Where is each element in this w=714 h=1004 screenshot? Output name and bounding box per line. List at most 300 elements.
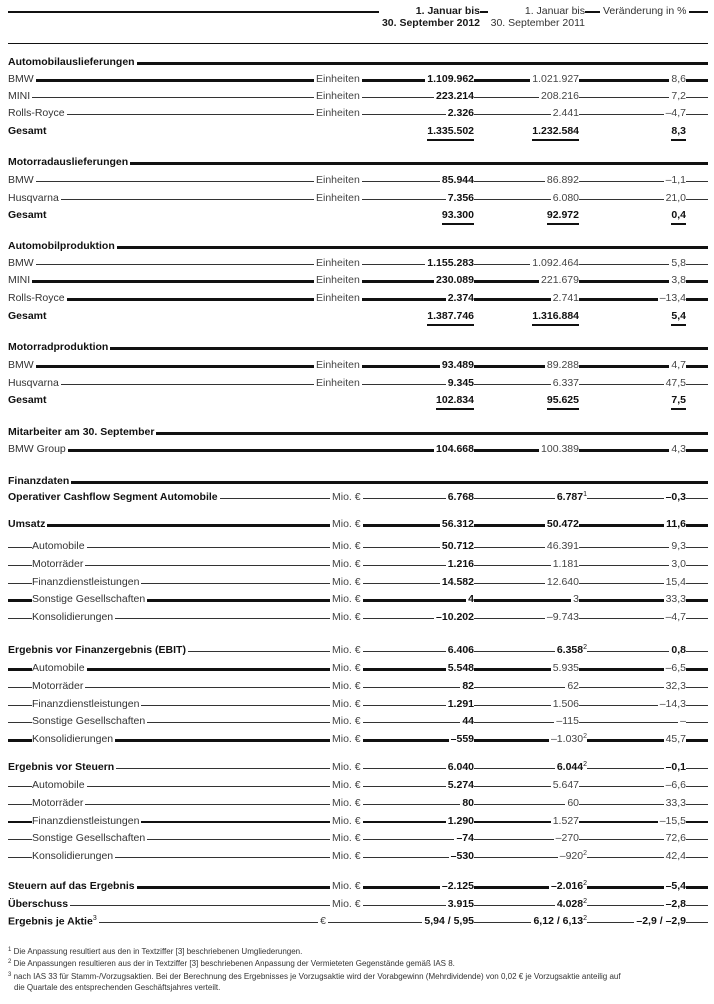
table-row	[8, 914, 708, 931]
value-change-text: 4,3	[671, 443, 686, 455]
unit-label: Einheiten	[316, 107, 360, 119]
value-2011	[551, 779, 579, 791]
value-2011	[530, 73, 579, 85]
value-2011	[531, 915, 587, 927]
value-change-text: 72,6	[665, 832, 686, 845]
value-2012-text: 3.915	[447, 898, 474, 910]
value-2011	[551, 698, 579, 710]
table-row	[8, 89, 708, 106]
row-label	[32, 733, 115, 745]
table-row	[8, 897, 708, 914]
row-label-text: Gesamt	[8, 394, 47, 406]
value-2012	[422, 915, 474, 927]
footnotes	[8, 945, 708, 993]
row-label	[32, 698, 141, 710]
value-2012	[446, 491, 474, 503]
value-change-text: –6,6	[665, 779, 686, 791]
value-change-text: 3,0	[671, 557, 686, 570]
value-change	[634, 915, 686, 927]
value-2011-underlined: 1.232.584	[532, 125, 579, 141]
value-change-text: –1,1	[665, 174, 686, 186]
row-label	[8, 491, 220, 503]
table-row	[8, 661, 708, 678]
value-change	[669, 125, 686, 141]
section-title: Automobilauslieferungen	[8, 56, 135, 68]
leader-line	[8, 449, 708, 452]
table-row	[8, 517, 708, 534]
value-change-text: 45,7	[665, 733, 686, 746]
value-2011-text: –2.016	[550, 880, 584, 892]
unit-label: Mio. €	[332, 611, 361, 624]
value-change	[664, 880, 686, 892]
row-label-text: Husqvarna	[8, 377, 59, 389]
row-label	[32, 611, 115, 623]
row-label-text: Konsolidierungen	[32, 733, 114, 746]
row-label-text: MINI	[8, 274, 31, 286]
table-row	[8, 106, 708, 123]
row-label-text: Operativer Cashflow Segment Automobile	[8, 491, 218, 503]
value-change-underlined: 8,3	[671, 125, 686, 141]
value-change	[664, 491, 686, 503]
value-change	[664, 576, 686, 588]
value-2012-text: 104.668	[436, 443, 474, 455]
row-label-text: BMW	[8, 257, 34, 269]
value-2012-text: 7.356	[447, 192, 474, 204]
value-2011	[551, 662, 579, 674]
value-change	[669, 540, 686, 552]
value-2011-text: 1.021.927	[532, 73, 579, 85]
row-label	[8, 377, 61, 389]
value-2011-text: 2.741	[552, 292, 579, 304]
value-2011-text: 1.181	[552, 557, 579, 570]
value-change	[669, 257, 686, 269]
unit-label: Mio. €	[332, 540, 361, 552]
value-2012	[449, 733, 474, 745]
row-label-text: Automobile	[32, 662, 85, 674]
value-2012-text: 44	[462, 715, 474, 728]
value-change	[664, 377, 686, 389]
value-change	[664, 779, 686, 791]
value-2011	[551, 292, 579, 304]
value-2011-text: 4.028	[556, 898, 584, 910]
row-label-text: BMW Group	[8, 443, 66, 455]
value-2012-text: 1.109.962	[427, 73, 474, 85]
row-label	[8, 125, 49, 137]
total-row	[8, 393, 708, 410]
value-2011-text: 1.527	[552, 814, 579, 827]
value-2011	[551, 815, 579, 827]
unit-label: Mio. €	[332, 880, 361, 892]
table-row	[8, 358, 708, 375]
unit-label: Einheiten	[316, 377, 360, 389]
unit-label: Mio. €	[332, 662, 361, 674]
section-title: Finanzdaten	[8, 475, 70, 487]
value-2011	[530, 125, 579, 141]
value-2012-text: –10.202	[436, 611, 474, 624]
value-change-text: –2,8	[665, 898, 686, 910]
value-change	[669, 443, 686, 455]
row-label	[32, 540, 87, 552]
value-change-text: –4,7	[665, 611, 686, 624]
value-change-text: –	[680, 715, 686, 728]
value-change	[664, 518, 686, 530]
row-label-text: MINI	[8, 90, 31, 102]
value-change-underlined: 5,4	[671, 310, 686, 326]
value-2012	[440, 174, 474, 186]
value-2012	[440, 880, 474, 892]
value-2011	[545, 518, 579, 530]
value-2011-text: 86.892	[546, 174, 579, 186]
value-change-text: 5,8	[671, 257, 686, 269]
header-rule	[8, 43, 708, 44]
value-change	[664, 192, 686, 204]
unit-label: €	[320, 915, 326, 927]
value-2012	[425, 257, 474, 269]
value-change	[669, 310, 686, 326]
row-label-text: BMW	[8, 174, 34, 186]
row-label-text: Automobile	[32, 540, 85, 552]
value-change	[664, 733, 686, 745]
value-2011-underlined: 95.625	[547, 394, 579, 410]
value-2012	[425, 73, 474, 85]
row-label-text: BMW	[8, 73, 34, 85]
value-2012	[460, 680, 474, 692]
value-2012	[446, 662, 474, 674]
value-2011	[555, 644, 587, 656]
row-label-text: Steuern auf das Ergebnis	[8, 880, 135, 892]
value-2011	[545, 394, 579, 410]
unit-label: Mio. €	[332, 898, 361, 910]
row-label-text: Ergebnis vor Finanzergebnis (EBIT)	[8, 644, 186, 656]
footnote-ref: 2	[583, 880, 587, 887]
value-change	[669, 274, 686, 286]
row-label-text: Sonstige Gesellschaften	[32, 832, 146, 845]
footnote-ref: 2	[583, 850, 587, 858]
table-row	[8, 490, 708, 507]
value-2012-underlined: 93.300	[442, 209, 474, 225]
section-title: Automobilproduktion	[8, 240, 115, 252]
table-row	[8, 442, 708, 459]
table-row	[8, 732, 708, 749]
row-label	[32, 558, 85, 570]
value-2011	[555, 761, 587, 773]
value-2011-text: 6.080	[552, 192, 579, 204]
row-label-text: Konsolidierungen	[32, 611, 114, 624]
table-row	[8, 714, 708, 731]
row-label-text: Rolls-Royce	[8, 292, 65, 304]
value-change-text: 7,2	[671, 90, 686, 102]
value-2011	[539, 274, 579, 286]
value-2011-text: –920	[559, 850, 584, 863]
value-change-text: 33,3	[665, 593, 686, 606]
unit-label: Mio. €	[332, 715, 361, 728]
value-2011	[549, 880, 587, 892]
value-2011	[558, 850, 587, 862]
value-2011	[571, 593, 579, 605]
row-label-text: Motorräder	[32, 796, 84, 809]
table-row	[8, 592, 708, 609]
unit-label: Einheiten	[316, 274, 360, 286]
value-2012	[434, 611, 474, 623]
value-2011	[551, 192, 579, 204]
table-row	[8, 849, 708, 866]
unit-label: Mio. €	[332, 779, 361, 791]
row-label-text: Gesamt	[8, 125, 47, 137]
row-label-text: Konsolidierungen	[32, 850, 114, 863]
value-2012	[446, 644, 474, 656]
value-2012-text: 9.345	[447, 377, 474, 389]
value-2012	[434, 274, 474, 286]
value-2012-text: 1.291	[447, 697, 474, 710]
value-2012	[440, 576, 474, 588]
row-label-text: Finanzdienstleistungen	[32, 697, 140, 710]
value-2012	[446, 815, 474, 827]
row-label-text: Sonstige Gesellschaften	[32, 715, 146, 728]
unit-label: Mio. €	[332, 814, 361, 827]
value-change-text: 32,3	[665, 679, 686, 692]
unit-label: Mio. €	[332, 518, 361, 530]
value-2011	[545, 540, 579, 552]
value-2011	[545, 576, 579, 588]
table-row	[8, 760, 708, 777]
table-row	[8, 191, 708, 208]
table-row	[8, 575, 708, 592]
value-change-text: –0,3	[665, 491, 686, 503]
value-2012-text: 93.489	[441, 359, 474, 371]
section-heading	[8, 55, 708, 72]
value-change-text: –13,4	[659, 292, 686, 304]
value-change-text: –5,4	[665, 880, 686, 892]
value-2012	[466, 593, 474, 605]
value-2012	[434, 90, 474, 102]
footnote-ref: 1	[583, 491, 587, 498]
value-2012-text: –2.125	[441, 880, 474, 892]
value-change	[669, 359, 686, 371]
value-change	[664, 898, 686, 910]
value-2012-text: 5,94 / 5,95	[424, 915, 474, 927]
unit-label: Mio. €	[332, 593, 361, 606]
value-2011	[549, 733, 587, 745]
value-2011-text: 5.935	[552, 662, 579, 674]
value-2011-text: 6.787	[556, 491, 584, 503]
value-2011	[545, 174, 579, 186]
value-change-text: 0,8	[671, 644, 686, 656]
value-2011-text: 60	[567, 796, 579, 809]
value-2011	[551, 377, 579, 389]
row-label-text: Husqvarna	[8, 192, 59, 204]
table-row	[8, 256, 708, 273]
row-label	[8, 174, 36, 186]
value-2011-underlined: 1.316.884	[532, 310, 579, 326]
value-change	[669, 209, 686, 225]
total-row	[8, 124, 708, 141]
row-label	[8, 192, 61, 204]
unit-label: Mio. €	[332, 832, 361, 845]
row-label-text: Gesamt	[8, 209, 47, 221]
value-2012	[446, 698, 474, 710]
value-2012	[446, 192, 474, 204]
value-change-text: 8,6	[671, 73, 686, 85]
value-2012-text: 82	[462, 679, 474, 692]
footnote-ref: 2	[583, 733, 587, 741]
row-label	[32, 832, 147, 844]
row-label	[8, 310, 49, 322]
row-label	[8, 292, 67, 304]
unit-label: Mio. €	[332, 697, 361, 710]
unit-label: Einheiten	[316, 359, 360, 371]
value-2011-text: 12.640	[546, 575, 579, 588]
value-2011	[555, 491, 587, 503]
section-rule	[8, 481, 708, 484]
value-2012	[425, 125, 474, 141]
row-label	[32, 815, 141, 827]
value-2011-text: 6,12 / 6,13	[533, 915, 584, 927]
value-change	[669, 644, 686, 656]
section-title: Mitarbeiter am 30. September	[8, 426, 155, 438]
value-2012-text: –559	[450, 733, 474, 746]
section-heading	[8, 425, 708, 442]
table-row	[8, 72, 708, 89]
value-change	[664, 850, 686, 862]
value-2012-text: 4	[468, 593, 474, 606]
value-2011	[565, 680, 579, 692]
row-label	[32, 779, 87, 791]
unit-label: Mio. €	[332, 679, 361, 692]
value-change-text: –0,1	[665, 761, 686, 773]
footnote-3: $^3$ nach IAS 33 für Stamm-/Vorzugsaktien. Bei der Berechnung des Ergebnisses je Vorzugsaktie wird der Vorabgewinn (Mehrdividende) von 0,02 € je Vorzugsaktie anteilig auf	[8, 971, 621, 981]
value-change	[669, 73, 686, 85]
value-2011-text: 62	[567, 679, 579, 692]
row-label-text: Gesamt	[8, 310, 47, 322]
table-row	[8, 643, 708, 660]
col-header-2012: 1. Januar bis 30. September 2012	[379, 5, 480, 29]
value-2011-text: 5.647	[552, 779, 579, 791]
row-label-text: Automobile	[32, 779, 85, 791]
value-change	[664, 593, 686, 605]
value-2012-text: 56.312	[441, 518, 474, 530]
value-2012	[446, 761, 474, 773]
value-2012-text: –530	[450, 850, 474, 863]
table-row	[8, 273, 708, 290]
value-2011-text: 6.358	[556, 644, 584, 656]
unit-label: Mio. €	[332, 557, 361, 570]
footnote-2: $^2$ Die Anpassungen resultieren aus der in Textziffer [3] beschriebenen Anpassung der Vermieteten Gegenstände gemäß IAS 8.	[8, 959, 455, 969]
row-label-text: Finanzdienstleistungen	[32, 814, 140, 827]
value-2011-text: 221.679	[541, 274, 579, 286]
value-change-text: –6,5	[665, 662, 686, 674]
value-2011-text: 1.092.464	[532, 257, 579, 269]
value-2012	[434, 394, 474, 410]
table-row	[8, 831, 708, 848]
unit-label: Einheiten	[316, 257, 360, 269]
table-row	[8, 291, 708, 308]
row-label	[8, 359, 36, 371]
unit-label: Einheiten	[316, 73, 360, 85]
value-change-underlined: 7,5	[671, 394, 686, 410]
footnote-ref: 3	[92, 915, 97, 922]
row-label-text: Umsatz	[8, 518, 46, 530]
col-header-2011: 1. Januar bis 30. September 2011	[488, 5, 585, 29]
total-row	[8, 208, 708, 225]
section-heading	[8, 340, 708, 357]
table-row	[8, 814, 708, 831]
value-2012-text: 1.290	[447, 814, 474, 827]
row-label	[8, 73, 36, 85]
value-2012-underlined: 1.335.502	[427, 125, 474, 141]
value-2011-text: –1.030	[550, 733, 584, 746]
table-row	[8, 557, 708, 574]
footnote-3-cont: die Quartale des entsprechenden Geschäftsjahres verteilt.	[14, 982, 221, 992]
value-2012	[440, 359, 474, 371]
row-label	[8, 274, 32, 286]
value-2012-underlined: 102.834	[436, 394, 474, 410]
value-2012	[434, 443, 474, 455]
table-row	[8, 173, 708, 190]
footnote-ref: 2	[583, 761, 587, 768]
row-label	[32, 576, 141, 588]
value-2011	[565, 797, 579, 809]
total-row	[8, 309, 708, 326]
row-label	[32, 593, 147, 605]
value-2011	[554, 715, 579, 727]
value-2012-text: 6.768	[447, 491, 474, 503]
value-2012	[460, 715, 474, 727]
value-2012-text: 1.216	[447, 557, 474, 570]
value-change-text: 42,4	[665, 850, 686, 863]
unit-label: Mio. €	[332, 733, 361, 746]
value-2011-text: –270	[555, 832, 579, 845]
unit-label: Einheiten	[316, 192, 360, 204]
value-change	[664, 107, 686, 119]
value-change	[669, 394, 686, 410]
value-change	[678, 715, 686, 727]
value-change-text: 11,6	[666, 518, 686, 530]
row-label	[8, 209, 49, 221]
table-row	[8, 376, 708, 393]
value-change	[658, 698, 686, 710]
value-change	[669, 90, 686, 102]
value-change-text: 21,0	[665, 192, 686, 204]
value-2012	[446, 898, 474, 910]
value-2011-text: 100.389	[541, 443, 579, 455]
row-label	[8, 443, 68, 455]
value-2012	[425, 310, 474, 326]
leader-line	[8, 922, 708, 923]
value-change	[664, 797, 686, 809]
value-2012	[449, 850, 474, 862]
unit-label: Mio. €	[332, 575, 361, 588]
footnote-1: $^1$ Die Anpassung resultiert aus den in Textziffer [3] beschriebenen Umgliederungen.	[8, 947, 303, 956]
value-2011-text: 50.472	[546, 518, 579, 530]
row-label	[8, 107, 67, 119]
value-2012	[440, 209, 474, 225]
value-change-text: –15,5	[659, 814, 686, 827]
value-2011-text: 2.441	[552, 107, 579, 119]
unit-label: Einheiten	[316, 292, 360, 304]
row-label	[8, 518, 47, 530]
value-2012	[440, 518, 474, 530]
row-label-text: Finanzdienstleistungen	[32, 575, 140, 588]
value-2012-underlined: 1.387.746	[427, 310, 474, 326]
value-2011-underlined: 92.972	[547, 209, 579, 225]
value-2012	[454, 832, 474, 844]
table-row	[8, 610, 708, 627]
value-2011	[545, 611, 579, 623]
row-label-text: Motorräder	[32, 679, 84, 692]
row-label-text: Ergebnis je Aktie	[8, 915, 93, 928]
value-change-text: 9,3	[671, 540, 686, 552]
value-2011-text: 208.216	[541, 90, 579, 102]
